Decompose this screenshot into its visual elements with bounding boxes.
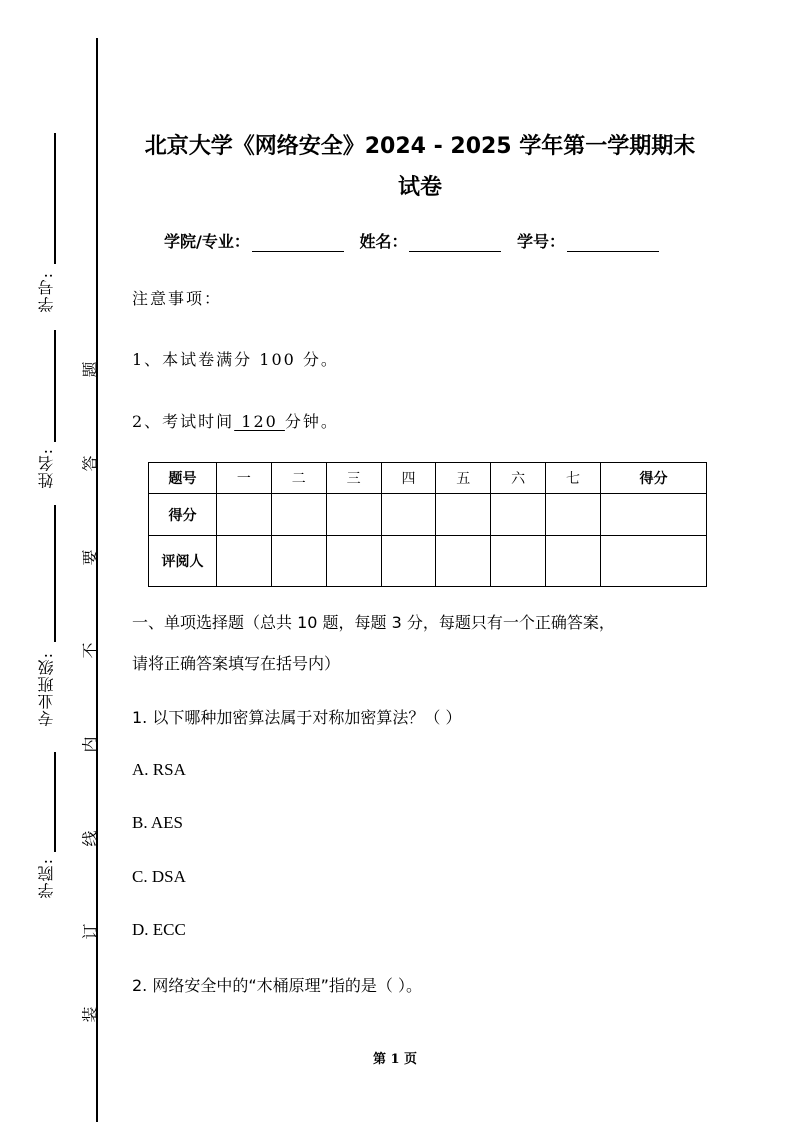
margin-label-major-class: 专业班级: (37, 652, 56, 727)
section-heading-line2: 请将正确答案填写在括号内） (132, 654, 341, 673)
score-cell[interactable] (271, 494, 326, 536)
college-major-label: 学院/专业： (164, 232, 250, 251)
name-label: 姓名： (359, 232, 408, 251)
score-row (149, 494, 707, 536)
margin-label-student-id: 学号: (37, 272, 56, 313)
seal-char: 装 (80, 1006, 100, 1023)
grader-cell[interactable] (546, 536, 601, 587)
grader-cell[interactable] (217, 536, 272, 587)
exam-duration-value: 120 (234, 412, 285, 431)
note-item-2 (132, 409, 339, 432)
page-number: 第 1 页 (372, 1052, 418, 1067)
field-line-segment (54, 752, 56, 852)
score-cell[interactable] (600, 494, 706, 536)
student-info-line (164, 229, 669, 252)
seal-char: 题 (80, 361, 100, 378)
note-item-2-prefix: 2、考试时间 (132, 412, 235, 431)
row-label: 得分 (149, 494, 217, 536)
field-line-segment (54, 505, 56, 642)
binding-line (96, 38, 98, 1122)
header-cell: 七 (546, 463, 601, 494)
option-c: C. DSA (132, 867, 186, 886)
note-item-2-suffix: 分钟。 (284, 412, 339, 431)
name-field[interactable] (409, 235, 501, 252)
score-cell[interactable] (491, 494, 546, 536)
score-table (148, 462, 707, 587)
row-label: 评阅人 (149, 536, 217, 587)
margin-label-college: 学院: (37, 858, 56, 899)
grader-row (149, 536, 707, 587)
header-cell: 题号 (149, 463, 217, 494)
option-b: B. AES (132, 813, 184, 832)
seal-char: 不 (80, 642, 100, 659)
score-cell[interactable] (546, 494, 601, 536)
grader-cell[interactable] (491, 536, 546, 587)
grader-cell[interactable] (600, 536, 706, 587)
notes-heading: 注意事项： (132, 289, 223, 308)
seal-char: 要 (80, 549, 100, 566)
score-cell[interactable] (326, 494, 381, 536)
note-item-1: 1、本试卷满分 100 分。 (132, 350, 339, 369)
seal-char: 内 (80, 736, 100, 753)
header-cell: 一 (217, 463, 272, 494)
grader-cell[interactable] (326, 536, 381, 587)
score-cell[interactable] (436, 494, 491, 536)
score-cell[interactable] (217, 494, 272, 536)
exam-title-line1: 北京大学《网络安全》2024 - 2025 学年第一学期期末 (144, 134, 696, 159)
header-cell: 二 (271, 463, 326, 494)
college-major-field[interactable] (252, 235, 344, 252)
header-cell: 四 (381, 463, 436, 494)
question-stem: 2. 网络安全中的“木桶原理”指的是（ ）。 (132, 976, 423, 995)
field-line-segment (54, 133, 56, 264)
option-a: A. RSA (132, 760, 186, 779)
margin-label-name: 姓名: (37, 448, 56, 489)
section-heading-line1: 一、单项选择题（总共 10 题，每题 3 分，每题只有一个正确答案， (132, 613, 615, 632)
exam-title-line2: 试卷 (397, 175, 442, 200)
student-id-label: 学号： (517, 232, 566, 251)
student-id-field[interactable] (567, 235, 659, 252)
seal-char: 线 (80, 830, 100, 847)
grader-cell[interactable] (381, 536, 436, 587)
grader-cell[interactable] (436, 536, 491, 587)
seal-char: 答 (80, 455, 100, 472)
field-line-segment (54, 330, 56, 442)
grader-cell[interactable] (271, 536, 326, 587)
header-cell: 六 (491, 463, 546, 494)
header-cell: 五 (436, 463, 491, 494)
option-d: D. ECC (132, 920, 186, 939)
score-table-header-row (149, 463, 707, 494)
question-stem: 1. 以下哪种加密算法属于对称加密算法？（ ） (132, 708, 462, 727)
seal-char: 订 (80, 923, 100, 940)
score-cell[interactable] (381, 494, 436, 536)
header-cell: 三 (326, 463, 381, 494)
header-cell: 得分 (600, 463, 706, 494)
